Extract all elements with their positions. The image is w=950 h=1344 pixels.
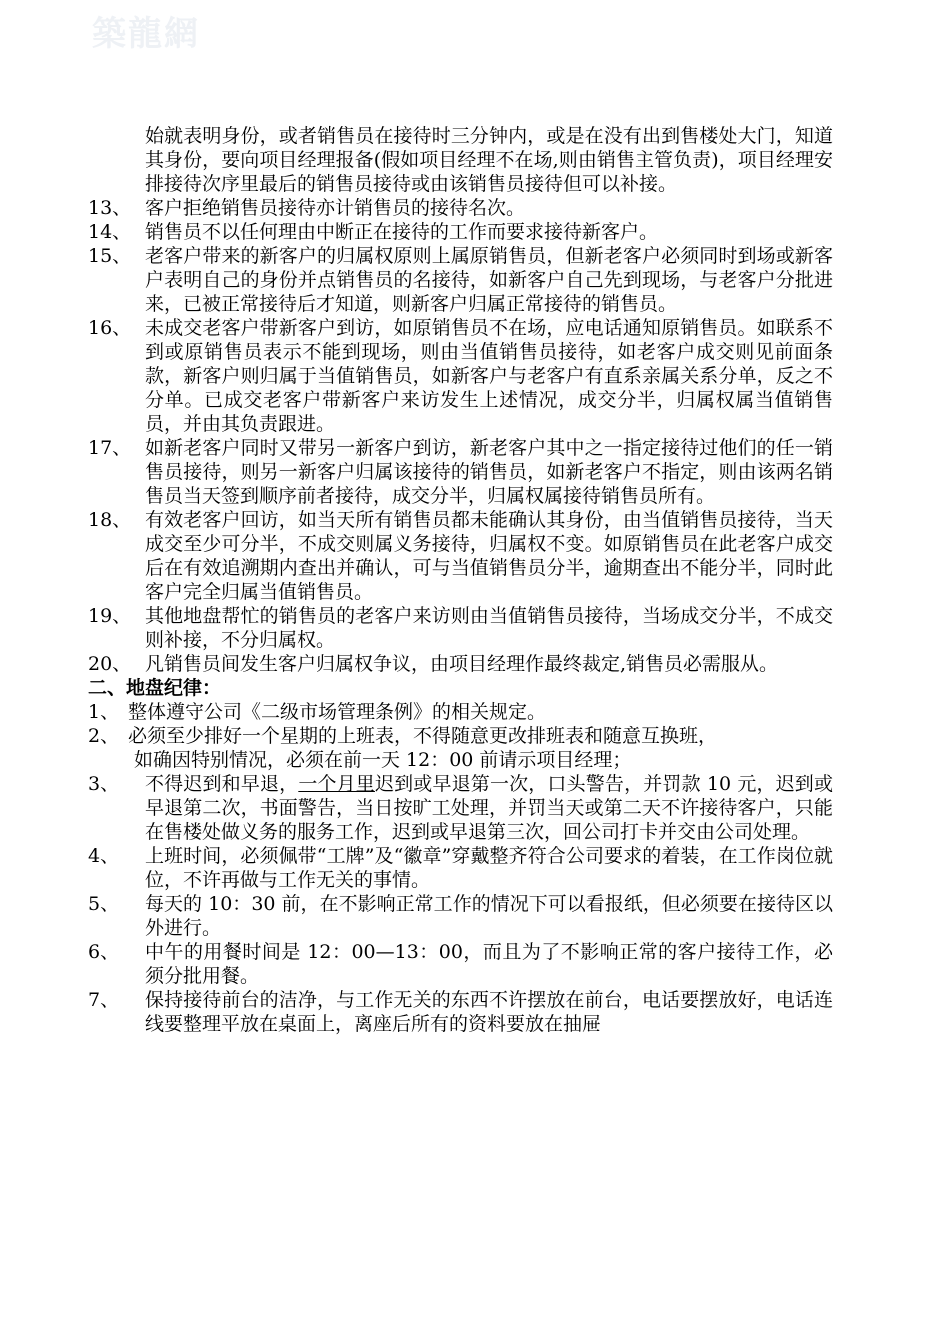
underlined-text: 一个月里 bbox=[298, 773, 375, 795]
continuation-paragraph: 始就表明身份，或者销售员在接待时三分钟内，或是在没有出到售楼处大门，知道其身份，要向项目经理报备(假如项目经理不在场,则由销售主管负责)，项目经理安排接待次序里最后的销售员接待或由该销售员接待但可以补接。 bbox=[145, 125, 833, 195]
list-item-16: 16、 未成交老客户带新客户到访，如原销售员不在场，应电话通知原销售员。如联系不到或原销售员表示不能到现场，则由当值销售员接待，如老客户成交则见前面条款，新客户则归属于当值销售员，如新客户与老客户有直系亲属关系分单，反之不分单。已成交老客户带新客户来访发生上述情况，成交分半，归属权属当值销售员，并由其负责跟进。 bbox=[88, 317, 833, 435]
list-item-19: 19、 其他地盘帮忙的销售员的老客户来访则由当值销售员接待，当场成交分半，不成交则补接，不分归属权。 bbox=[88, 605, 833, 651]
rule-item-7: 7、 保持接待前台的洁净，与工作无关的东西不许摆放在前台，电话要摆放好，电话连线要整理平放在桌面上，离座后所有的资料要放在抽屉 bbox=[88, 989, 833, 1035]
document-body bbox=[88, 124, 833, 1036]
rule-item-5: 5、 每天的 10：30 前，在不影响正常工作的情况下可以看报纸，但必须要在接待区以外进行。 bbox=[88, 893, 833, 939]
section-heading: 二、地盘纪律： bbox=[88, 677, 222, 699]
rule-item-1: 1、 整体遵守公司《二级市场管理条例》的相关规定。 bbox=[88, 701, 547, 723]
list-item-13: 13、 客户拒绝销售员接待亦计销售员的接待名次。 bbox=[88, 197, 526, 219]
list-item-17: 17、 如新老客户同时又带另一新客户到访，新老客户其中之一指定接待过他们的任一销售员接待，则另一新客户归属该接待的销售员，如新老客户不指定，则由该两名销售员当天签到顺序前者接待，成交分半，归属权属接待销售员所有。 bbox=[88, 437, 833, 507]
rule-item-3: 3、 不得迟到和早退，一个月里迟到或早退第一次，口头警告，并罚款 10 元，迟到或早退第二次，书面警告，当日按旷工处理，并罚当天或第二天不许接待客户，只能在售楼处做义务的服务工作，迟到或早退第三次，回公司打卡并交由公司处理。 bbox=[88, 773, 833, 843]
rule-item-6: 6、 中午的用餐时间是 12：00—13：00，而且为了不影响正常的客户接待工作，必须分批用餐。 bbox=[88, 941, 833, 987]
list-item-14: 14、 销售员不以任何理由中断正在接待的工作而要求接待新客户。 bbox=[88, 221, 659, 243]
list-item-18: 18、 有效老客户回访，如当天所有销售员都未能确认其身份，由当值销售员接待，当天成交至少可分半，不成交则属义务接待，归属权不变。如原销售员在此老客户成交后在有效追溯期内查出并确认，可与当值销售员分半，逾期查出不能分半，同时此客户完全归属当值销售员。 bbox=[88, 509, 833, 603]
rule-item-2: 2、 必须至少排好一个星期的上班表，不得随意更改排班表和随意互换班， 如确因特别情况，必须在前一天 12：00 前请示项目经理； bbox=[88, 725, 718, 771]
watermark-logo: 築龍網 bbox=[92, 14, 200, 54]
rule-item-4: 4、 上班时间，必须佩带“工牌”及“徽章”穿戴整齐符合公司要求的着装，在工作岗位就位，不许再做与工作无关的事情。 bbox=[88, 845, 833, 891]
list-item-20: 20、 凡销售员间发生客户归属权争议，由项目经理作最终裁定,销售员必需服从。 bbox=[88, 653, 779, 675]
list-item-15: 15、 老客户带来的新客户的归属权原则上属原销售员，但新老客户必须同时到场或新客户表明自己的身份并点销售员的名接待，如新客户自己先到现场，与老客户分批进来，已被正常接待后才知道，则新客户归属正常接待的销售员。 bbox=[88, 245, 833, 315]
